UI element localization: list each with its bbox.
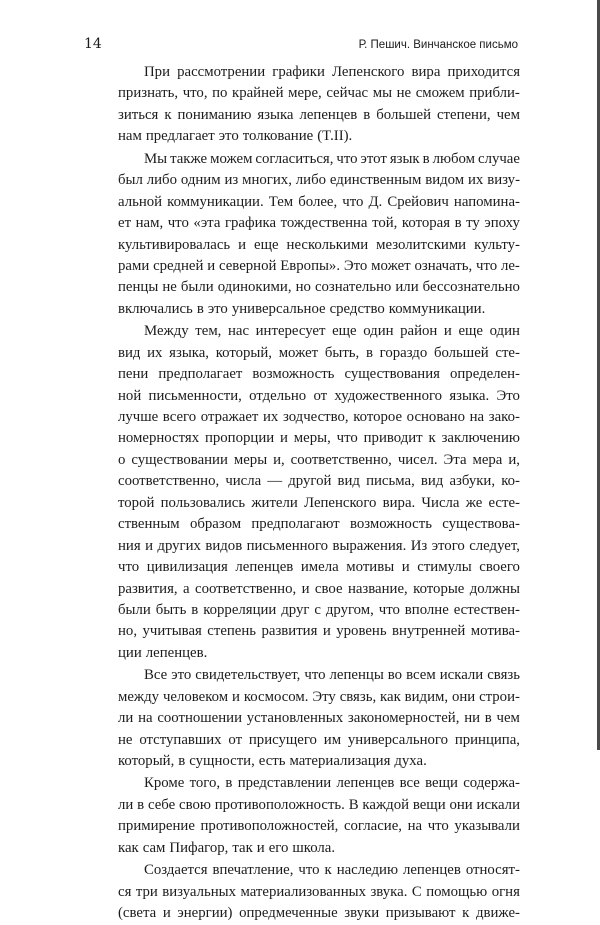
text-line: вид их языка, который, может быть, в гораздо большей сте- — [118, 344, 520, 361]
text-line: развития, а соответственно, и свое название, которые должны — [118, 580, 520, 597]
text-line: включались в это универсальное средство коммуникации. — [118, 300, 486, 317]
text-line: как сам Пифагор, так и его школа. — [118, 839, 336, 856]
paragraph — [118, 62, 520, 148]
text-line: был либо одним из многих, либо единственным видом их визу- — [118, 172, 520, 189]
text-line: альной коммуникации. Тем более, что Д. Срейович напомина- — [118, 193, 520, 210]
text-line: При рассмотрении графики Лепенского вира приходится — [144, 64, 520, 80]
paragraph — [118, 149, 520, 321]
text-line: ли на соотношении установленных закономерностей, ни в чем — [118, 710, 520, 727]
text-line: но, учитывая степень развития и уровень внутренней мотива- — [118, 623, 520, 640]
text-line: соответственно, числа — другой вид письма, вид азбуки, ко- — [118, 473, 520, 490]
text-line: ся три визуальных материализованных звука. С помощью огня — [118, 883, 520, 900]
text-line: ции лепенцев. — [118, 644, 208, 661]
text-line: (света и энергии) опредмеченные звуки призывают к движе- — [118, 905, 520, 922]
text-line: Мы также можем согласиться, что этот язык в любом случае — [144, 150, 520, 167]
text-line: пенцы не были одинокими, но сознательно или бессознательно — [118, 279, 520, 296]
text-line: который, в сущности, есть материализация духа. — [118, 753, 427, 769]
running-title: Р. Пешич. Винчанское письмо — [358, 39, 518, 51]
text-line: культивировалась и еще несколькими мезолитскими культу- — [118, 236, 520, 253]
text-line: были быть в корреляции друг с другом, что вполне естествен- — [118, 601, 520, 618]
paragraph — [118, 665, 520, 772]
text-line: между человеком и космосом. Эту связь, как видим, они строи- — [118, 688, 520, 705]
text-line: что цивилизация лепенцев имела мотивы и стимулы своего — [118, 559, 520, 576]
text-line: нам предлагает это толкование (T.II). — [118, 128, 353, 145]
text-line: зиться к пониманию языка лепенцев в большей степени, чем — [118, 106, 520, 123]
paragraph — [118, 321, 520, 664]
text-line: ной письменности, отдельно от художественного языка. Это — [118, 387, 520, 404]
body-text — [118, 62, 520, 925]
text-line: ственным образом предполагают возможность существова- — [118, 516, 520, 533]
text-line: рами средней и северной Европы». Это может означать, что ле- — [118, 257, 520, 274]
paragraph — [118, 773, 520, 859]
text-line: о существовании меры и, соответственно, чисел. Эта мера и, — [118, 451, 520, 468]
text-line: признать, что, по крайней мере, сейчас мы не сможем прибли- — [118, 85, 520, 102]
paragraph — [118, 860, 520, 924]
text-line: торой пользовались жители Лепенского вира. Числа же есте- — [118, 494, 520, 511]
text-line: не отступавших от присущего им универсального принципа, — [118, 731, 520, 748]
text-line: пени предполагает возможность существования определен- — [118, 366, 520, 383]
text-line: Все это свидетельствует, что лепенцы во всем искали связь — [144, 667, 520, 684]
page-number: 14 — [84, 36, 102, 52]
text-line: ния и других видов письменного выражения. Из этого следует, — [118, 537, 520, 554]
text-line: Между тем, нас интересует еще один район и еще один — [144, 323, 520, 340]
text-line: лучше всего отражает их зодчество, которое основано на зако- — [118, 409, 520, 425]
text-line: ет нам, что «эта графика тождественна той, которая в ту эпоху — [118, 215, 520, 232]
text-line: ли в себе свою противоположность. В каждой вещи они искали — [118, 796, 520, 813]
text-line: номерностях пропорции и меры, что приводит к заключению — [118, 430, 520, 447]
text-line: Кроме того, в представлении лепенцев все вещи содержа- — [144, 775, 520, 792]
running-head — [84, 35, 518, 57]
text-line: примирение противоположностей, согласие, на что указывали — [118, 818, 520, 835]
text-line: Создается впечатление, что к наследию лепенцев относят- — [144, 862, 520, 879]
